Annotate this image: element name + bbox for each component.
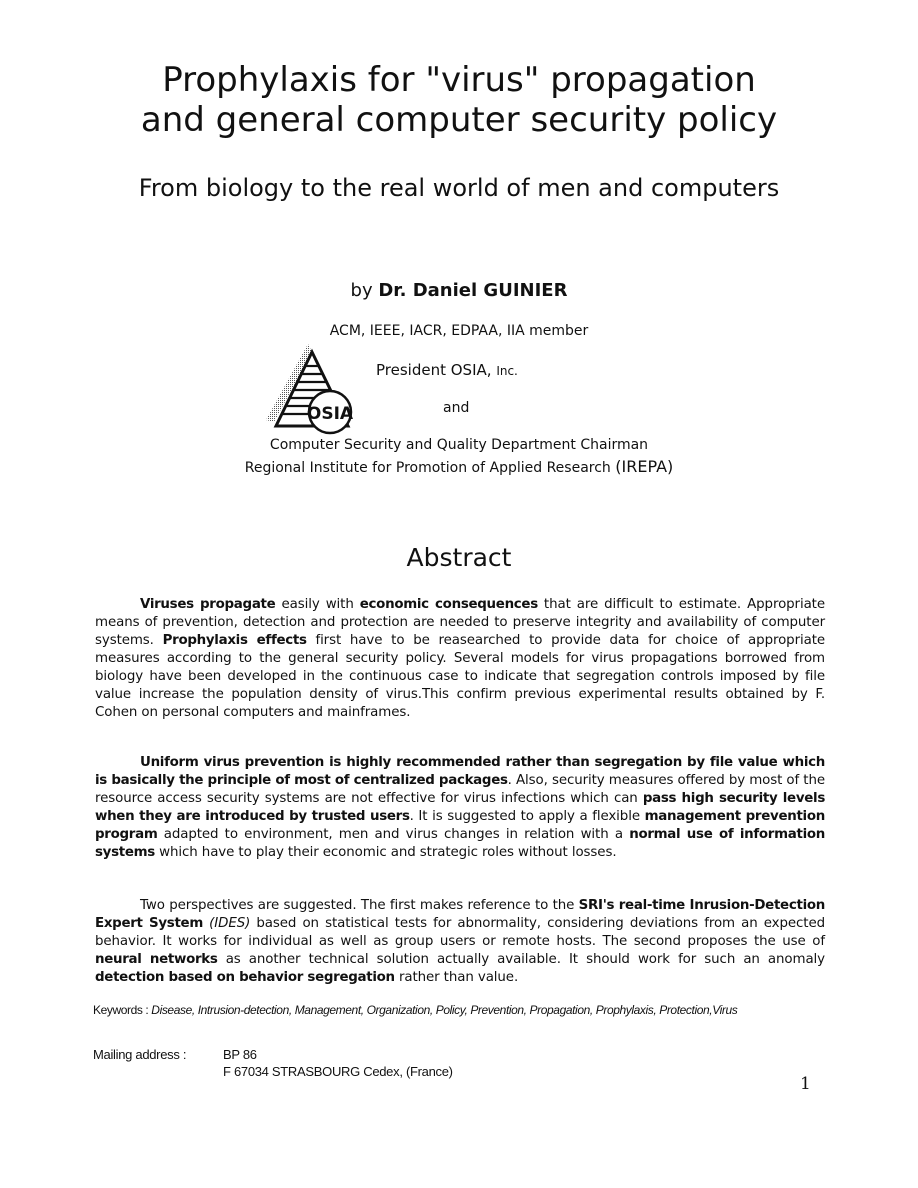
- abstract-paragraph-3: [95, 897, 825, 987]
- institution-abbr: (IREPA): [615, 457, 674, 476]
- paper-title-line-1: Prophylaxis for "virus" propagation: [162, 60, 756, 100]
- text-run: Two perspectives are suggested. The first makes reference to the: [140, 898, 579, 913]
- emphasis-bold: SRI's real-time Inrusion-Detection Expert System: [95, 898, 825, 931]
- text-run: based on statistical tests for abnormality, considering deviations from an expected behavior. It works for individual as well as group users or remote hosts. The second proposes the use of: [95, 916, 825, 949]
- text-run: as another technical solution actually available. It should work for such an anomaly: [217, 952, 826, 967]
- conjunction-and: and: [443, 400, 470, 416]
- abstract-paragraph-1: [95, 596, 825, 722]
- author-memberships: ACM, IEEE, IACR, EDPAA, IIA member: [329, 323, 589, 339]
- logo-text: OSIA: [306, 404, 354, 424]
- role-president: President OSIA,: [376, 361, 492, 379]
- author-role-osia: [376, 361, 518, 379]
- paper-title-line-2: and general computer security policy: [140, 100, 778, 140]
- byline-prefix: by: [350, 280, 373, 301]
- mailing-address-line-2: F 67034 STRASBOURG Cedex, (France): [223, 1064, 453, 1079]
- emphasis-bold: neural networks: [95, 952, 218, 967]
- author-role-chairman: Computer Security and Quality Department Chairman: [269, 437, 649, 453]
- osia-logo-icon: [262, 340, 374, 436]
- keywords-label: Keywords :: [93, 1003, 149, 1017]
- emphasis-bold: economic consequences: [359, 597, 538, 612]
- paper-subtitle: From biology to the real world of men and computers: [138, 174, 780, 202]
- text-run: rather than value.: [394, 970, 519, 985]
- text-run: . Also, security measures offered by most of the resource access security systems are not effective for virus infections which can: [95, 773, 825, 806]
- mailing-address-line-1: BP 86: [223, 1047, 257, 1062]
- emphasis-bold: normal use of information systems: [95, 827, 825, 860]
- mailing-address-label: Mailing address :: [93, 1047, 187, 1062]
- author-institution: [0, 457, 918, 476]
- text-run: first have to be reasearched to provide data for choice of appropriate measures according to the general security policy. Several models for virus propagations borrowed from biology have been developed in the continuous case to indicate that segregation controls imposed by file value increase the population density of virus.This confirm previous experimental results obtained by F. Cohen on personal computers and mainframes.: [95, 633, 825, 720]
- emphasis-italic: (IDES): [209, 916, 251, 931]
- emphasis-bold: Prophylaxis effects: [162, 633, 307, 648]
- text-run: easily with: [275, 597, 360, 612]
- text-run: . It is suggested to apply a flexible: [409, 809, 645, 824]
- text-run: which have to play their economic and strategic roles without losses.: [154, 845, 617, 860]
- emphasis-bold: Viruses propagate: [140, 597, 276, 612]
- keywords-line: [93, 1003, 737, 1017]
- institution-name: Regional Institute for Promotion of Applied Research: [244, 460, 611, 476]
- emphasis-bold: management prevention program: [95, 809, 825, 842]
- emphasis-bold: detection based on behavior segregation: [95, 970, 395, 985]
- page-number: 1: [800, 1074, 811, 1094]
- emphasis-bold: Uniform virus prevention is highly recommended rather than segregation by file value which is basically the principle of most of centralized packages: [95, 755, 825, 788]
- keywords-list: Disease, Intrusion-detection, Management, Organization, Policy, Prevention, Propagation, Prophylaxis, Protection,Virus: [151, 1003, 738, 1017]
- abstract-heading: Abstract: [406, 543, 512, 572]
- text-run: adapted to environment, men and virus changes in relation with a: [157, 827, 630, 842]
- author-name: Dr. Daniel GUINIER: [378, 280, 568, 301]
- text-run: that are difficult to estimate. Appropriate means of prevention, detection and protection are needed to preserve integrity and availability of computer systems.: [95, 597, 825, 648]
- role-inc-suffix: Inc.: [496, 364, 518, 378]
- author-byline: [0, 280, 918, 301]
- abstract-paragraph-2: [95, 754, 825, 862]
- emphasis-bold: pass high security levels when they are introduced by trusted users: [95, 791, 825, 824]
